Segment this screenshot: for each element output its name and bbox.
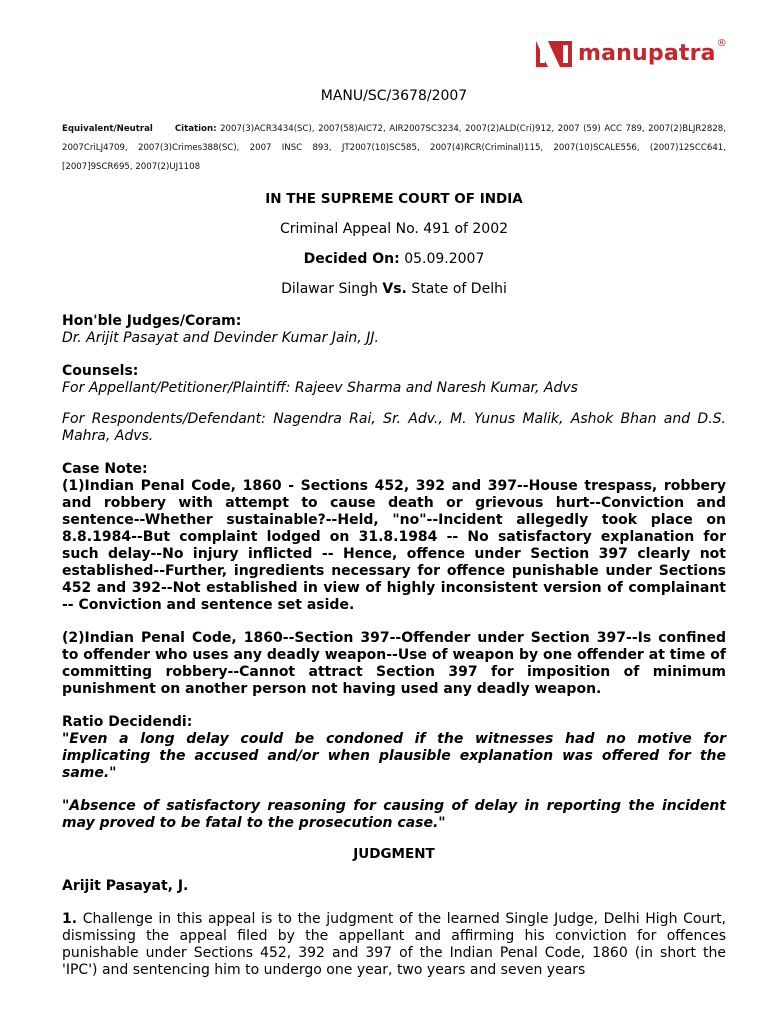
- judgment-heading: JUDGMENT: [353, 846, 435, 862]
- manupatra-logo-icon: [534, 37, 574, 69]
- counsels-heading: Counsels:: [62, 363, 139, 379]
- decided-label: Decided On:: [303, 251, 400, 267]
- citation-label-2: Citation:: [174, 124, 217, 134]
- manu-citation-id: MANU/SC/3678/2007: [320, 88, 468, 104]
- judges-section: [62, 313, 726, 347]
- counsel-respondent: For Respondents/Defendant: Nagendra Rai, Sr. Adv., M. Yunus Malik, Ashok Bhan and D.S. Mahra, Advs.: [62, 411, 726, 444]
- manupatra-logo: [534, 36, 727, 70]
- case-note-1: (1)Indian Penal Code, 1860 - Sections 452, 392 and 397--House trespass, robbery and robbery with attempt to cause death or grievous hurt--Conviction and sentence--Whether sustainable?--Held, "no"--Incident allegedly took place on 8.8.1984--But complaint lodged on 31.8.1984 -- No satisfactory explanation for such delay--No injury inflicted -- Hence, offence under Section 397 clearly not established--Further, ingredients necessary for offence punishable under Sections 452 and 392--Not established in view of highly inconsistent version of complainant -- Conviction and sentence set aside.: [62, 478, 726, 613]
- judgment-author: Arijit Pasayat, J.: [62, 878, 189, 894]
- counsels-section: [62, 363, 726, 445]
- case-note-2: (2)Indian Penal Code, 1860--Section 397--Offender under Section 397--Is confined to offender who uses any deadly weapon--Use of weapon by one offender at time of committing robbery--Cannot attract Section 397 for imposition of minimum punishment on another person not having used any deadly weapon.: [62, 630, 726, 697]
- logo-registered-mark: ®: [716, 38, 727, 49]
- paragraph-1: [62, 911, 726, 979]
- case-note-heading: Case Note:: [62, 461, 148, 477]
- versus: Vs.: [382, 281, 407, 297]
- ratio-heading: Ratio Decidendi:: [62, 714, 193, 730]
- decided-date: 05.09.2007: [404, 251, 485, 267]
- logo-text: manupatra: [578, 40, 716, 66]
- counsel-appellant: For Appellant/Petitioner/Plaintiff: Rajeev Sharma and Naresh Kumar, Advs: [62, 380, 578, 396]
- case-note-section: [62, 461, 726, 698]
- party-respondent: State of Delhi: [411, 281, 507, 297]
- appeal-number: Criminal Appeal No. 491 of 2002: [279, 221, 509, 237]
- party-appellant: Dilawar Singh: [281, 281, 378, 297]
- judges-names: Dr. Arijit Pasayat and Devinder Kumar Jain, JJ.: [62, 330, 379, 346]
- ratio-section: [62, 714, 726, 832]
- ratio-2: "Absence of satisfactory reasoning for causing of delay in reporting the incident may proved to be fatal to the prosecution case.": [62, 798, 726, 831]
- paragraph-1-text: Challenge in this appeal is to the judgment of the learned Single Judge, Delhi High Court, dismissing the appeal filed by the appellant and affirming his conviction for offences punishable under Sections 452, 392 and 397 of the Indian Penal Code, 1860 (in short the 'IPC') and sentencing him to undergo one year, two years and seven years: [62, 911, 727, 978]
- citation-label: Equivalent/Neutral: [62, 124, 153, 134]
- paragraph-1-number: 1.: [62, 911, 78, 927]
- decided-on: [62, 251, 726, 267]
- equivalent-citation: [62, 120, 726, 177]
- document-body: [62, 84, 726, 979]
- author-section: [62, 878, 726, 895]
- court-name: IN THE SUPREME COURT OF INDIA: [265, 191, 523, 207]
- citation-text: 2007(3)ACR3434(SC), 2007(58)AIC72, AIR2007SC3234, 2007(2)ALD(Cri)912, 2007 (59) ACC 789, 2007(2)BLJR2828, 2007CriLJ4709, 2007(3)Crimes388(SC), 2007 INSC 893, JT2007(10)SC585, 2007(4)RCR(Criminal)115, 2007(10)SCALE556, (2007)12SCC641, [2007]9SCR695, 2007(2)UJ1108: [62, 124, 727, 172]
- case-parties: [62, 281, 726, 297]
- judges-heading: Hon'ble Judges/Coram:: [62, 313, 242, 329]
- ratio-1: "Even a long delay could be condoned if the witnesses had no motive for implicating the accused and/or when plausible explanation was offered for the same.": [62, 731, 726, 781]
